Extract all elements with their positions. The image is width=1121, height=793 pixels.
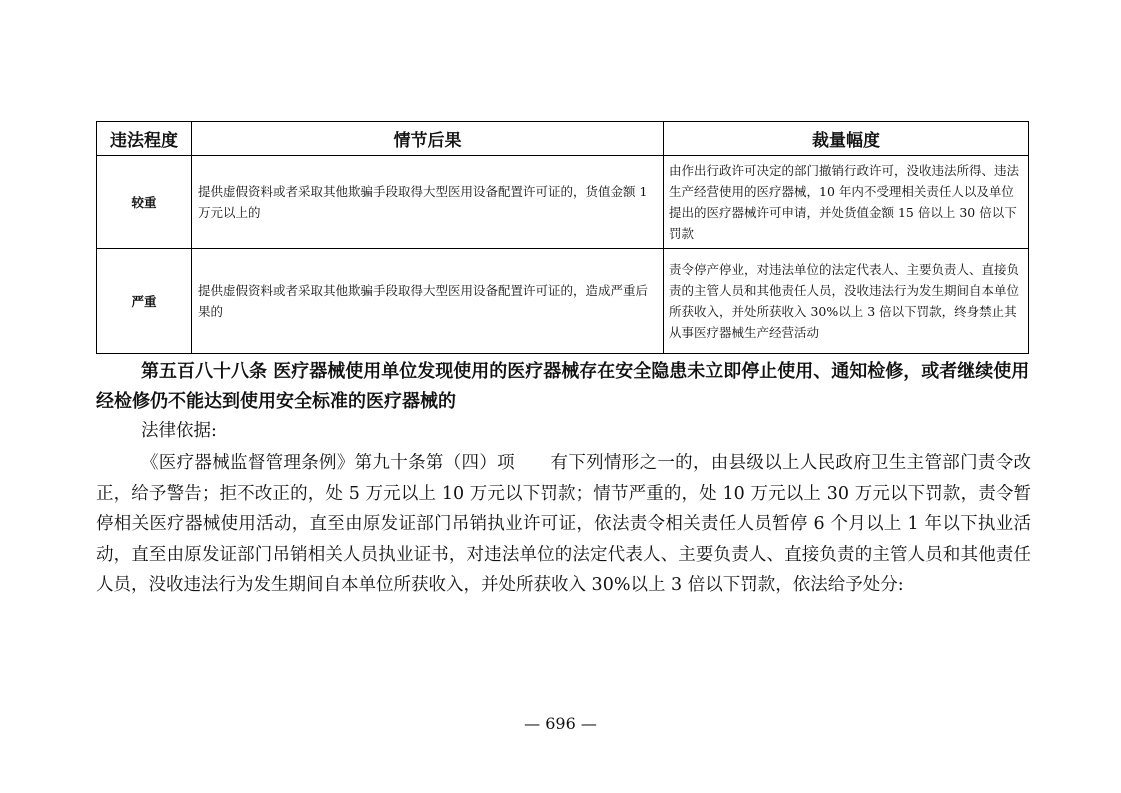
cell-level: 较重 [97,156,192,249]
article-heading: 第五百八十八条 医疗器械使用单位发现使用的医疗器械存在安全隐患未立即停止使用、通知检修，或者继续使用经检修仍不能达到使用安全标准的医疗器械的 [96,361,1030,412]
table-row [97,156,1029,249]
header-level: 违法程度 [97,122,192,156]
cell-penalty: 责令停产停业，对违法单位的法定代表人、主要负责人、直接负责的主管人员和其他责任人员，没收违法行为发生期间自本单位所获收入，并处所获收入 30%以上 3 倍以下罚款，终身禁止其从事医疗器械生产经营活动 [664,249,1029,354]
table-header-row [97,122,1029,156]
penalty-table [96,121,1029,354]
cell-penalty: 由作出行政许可决定的部门撤销行政许可，没收违法所得、违法生产经营使用的医疗器械，10 年内不受理相关责任人以及单位提出的医疗器械许可申请，并处货值金额 15 倍以上 30 倍以下罚款 [664,156,1029,249]
header-circumstances: 情节后果 [192,122,664,156]
legal-basis-text: 《医疗器械监督管理条例》第九十条第（四）项 有下列情形之一的，由县级以上人民政府卫生主管部门责令改正，给予警告；拒不改正的，处 5 万元以上 10 万元以下罚款；情节严重的，处 10 万元以上 30 万元以下罚款，责令暂停相关医疗器械使用活动，直至由原发证部门吊销执业许可证，依法责令相关责任人员暂停 6 个月以上 1 年以下执业活动，直至由原发证部门吊销相关人员执业证书，对违法单位的法定代表人、主要负责人、直接负责的主管人员和其他责任人员，没收违法行为发生期间自本单位所获收入，并处所获收入 30%以上 3 倍以下罚款，依法给予处分: [96,453,1031,595]
cell-circumstances: 提供虚假资料或者采取其他欺骗手段取得大型医用设备配置许可证的，货值金额 1 万元以上的 [192,156,664,249]
page-number: — 696 — [524,714,597,733]
cell-level: 严重 [97,249,192,354]
table-row [97,249,1029,354]
cell-circumstances: 提供虚假资料或者采取其他欺骗手段取得大型医用设备配置许可证的，造成严重后果的 [192,249,664,354]
header-penalty: 裁量幅度 [664,122,1029,156]
legal-basis-label: 法律依据: [141,421,217,441]
